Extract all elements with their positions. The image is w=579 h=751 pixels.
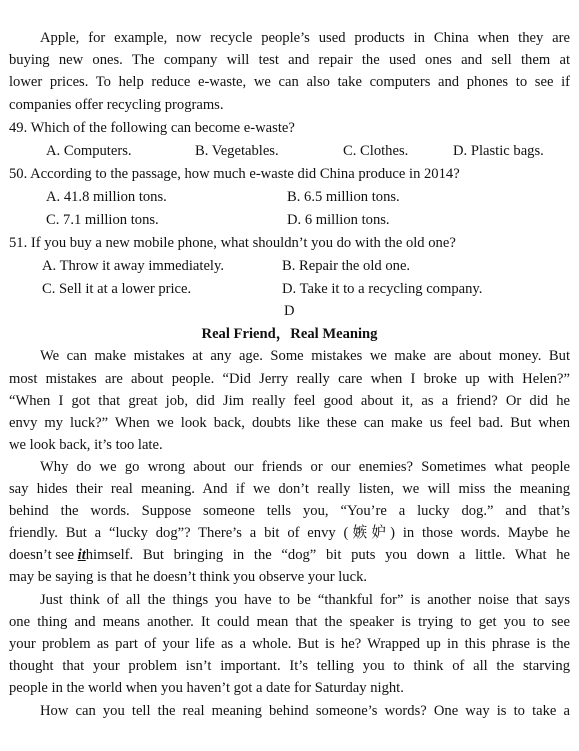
passage2-line-3: “When I got that great job, did Jim really feel good about it, as a friend? Or did he	[9, 393, 570, 409]
passage2-title: Real Friend，Real Meaning	[201, 326, 378, 342]
passage2-line-4: envy my luck?” When we look back, doubts like these can make us feel bad. But when	[9, 415, 570, 431]
passage2-line-2: most mistakes are about people. “Did Jerry really care when I broke up with Helen?”	[9, 371, 570, 387]
passage1-line-3: lower prices. To help reduce e-waste, we can also take computers and phones to see if	[9, 74, 570, 90]
passage2-line-16: people in the world when you haven’t got a date for Saturday night.	[9, 680, 404, 696]
passage2-line-10	[9, 544, 570, 566]
q51-option-c: C. Sell it at a lower price.	[42, 281, 192, 297]
passage2-line-6: Why do we go wrong about our friends or our enemies? Sometimes what people	[40, 459, 570, 475]
passage2-line-9: friendly. But a “lucky dog”? There’s a bit of envy (嫉妒) in those words. Maybe he	[9, 525, 570, 541]
q51-option-a: A. Throw it away immediately.	[42, 258, 224, 274]
passage2-line-10-rest: himself. But bringing in the “dog” bit puts you down a little. What he	[85, 547, 570, 563]
q50-option-d: D. 6 million tons.	[287, 212, 390, 228]
question-51-stem: 51. If you buy a new mobile phone, what shouldn’t you do with the old one?	[9, 235, 456, 251]
passage2-line-13: one thing and means another. It could mean that the speaker is trying to get you to see	[9, 614, 570, 630]
q49-option-d: D. Plastic bags.	[453, 143, 544, 159]
q49-option-b: B. Vegetables.	[195, 143, 279, 159]
passage1-line-2: buying new ones. The company will test and repair the used ones and sell them at	[9, 52, 570, 68]
passage2-line-8: behind the words. Suppose someone tells you, “You’re a lucky dog.” and that’s	[9, 503, 570, 519]
passage1-line-1: Apple, for example, now recycle people’s used products in China when they are	[40, 30, 570, 46]
q50-option-b: B. 6.5 million tons.	[287, 189, 400, 205]
q50-option-a: A. 41.8 million tons.	[46, 189, 167, 205]
passage2-line-5: we look back, it’s too late.	[9, 437, 163, 453]
passage2-line-10-start: doesn’t see	[9, 547, 78, 563]
q51-option-d: D. Take it to a recycling company.	[282, 281, 483, 297]
q49-option-c: C. Clothes.	[343, 143, 409, 159]
passage1-line-4: companies offer recycling programs.	[9, 97, 224, 113]
question-50-stem: 50. According to the passage, how much e-waste did China produce in 2014?	[9, 166, 460, 182]
passage2-line-12: Just think of all the things you have to be “thankful for” is another noise that says	[40, 592, 570, 608]
q49-option-a: A. Computers.	[46, 143, 132, 159]
passage2-line-7: say hides their real meaning. And if we don’t really listen, we will miss the meaning	[9, 481, 570, 497]
question-49-stem: 49. Which of the following can become e-waste?	[9, 120, 295, 136]
passage2-line-1: We can make mistakes at any age. Some mistakes we make are about money. But	[40, 348, 570, 364]
pronoun-it-underlined: it	[77, 547, 86, 563]
passage2-line-17: How can you tell the real meaning behind someone’s words? One way is to take a	[40, 703, 570, 719]
passage2-line-11: may be saying is that he doesn’t think you observe your luck.	[9, 569, 368, 585]
q50-option-c: C. 7.1 million tons.	[46, 212, 159, 228]
passage2-line-15: thought that your problem isn’t important. It’s telling you to think of all the starving	[9, 658, 570, 674]
answer-key: D	[284, 303, 295, 319]
q51-option-b: B. Repair the old one.	[282, 258, 411, 274]
passage2-line-14: your problem as part of your life as a whole. But is he? Wrapped up in this phrase is the	[9, 636, 570, 652]
